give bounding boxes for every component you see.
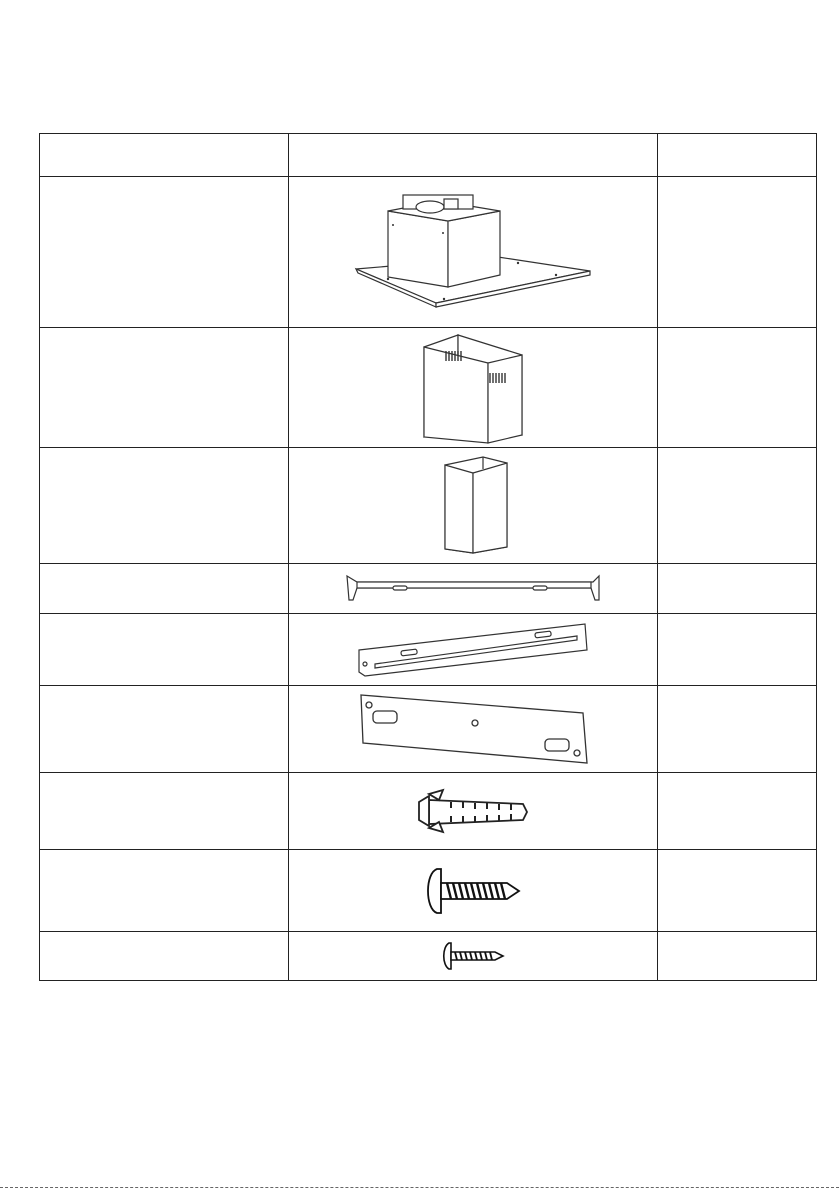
table-row	[40, 686, 817, 773]
part-name	[40, 686, 289, 773]
quantity	[658, 686, 817, 773]
header-image	[289, 134, 658, 177]
part-name	[40, 614, 289, 686]
table-row	[40, 177, 817, 328]
chimney-bracket-icon	[343, 572, 603, 606]
small-screw-icon	[441, 941, 505, 971]
slotted-bracket-icon	[355, 620, 591, 680]
part-name	[40, 328, 289, 448]
quantity	[658, 850, 817, 932]
table-row	[40, 328, 817, 448]
table-header-row	[40, 134, 817, 177]
quantity	[658, 564, 817, 614]
part-name	[40, 773, 289, 850]
table-row	[40, 448, 817, 564]
table-row	[40, 850, 817, 932]
quantity	[658, 448, 817, 564]
part-name	[40, 932, 289, 981]
large-screw-icon	[423, 865, 523, 917]
part-name	[40, 448, 289, 564]
quantity	[658, 328, 817, 448]
parts-table	[39, 133, 817, 981]
wall-plug-icon	[415, 786, 531, 836]
quantity	[658, 773, 817, 850]
header-quantity	[658, 134, 817, 177]
table-row	[40, 564, 817, 614]
upper-chimney-cover-icon	[418, 331, 528, 445]
quantity	[658, 932, 817, 981]
quantity	[658, 177, 817, 328]
part-name	[40, 850, 289, 932]
lower-chimney-cover-icon	[433, 453, 513, 559]
mounting-plate-icon	[353, 691, 593, 767]
page-edge-rule	[0, 1187, 839, 1188]
header-part	[40, 134, 289, 177]
table-row	[40, 932, 817, 981]
chimney-motor-housing-icon	[348, 187, 598, 317]
part-name	[40, 564, 289, 614]
part-name	[40, 177, 289, 328]
table-row	[40, 614, 817, 686]
quantity	[658, 614, 817, 686]
table-row	[40, 773, 817, 850]
